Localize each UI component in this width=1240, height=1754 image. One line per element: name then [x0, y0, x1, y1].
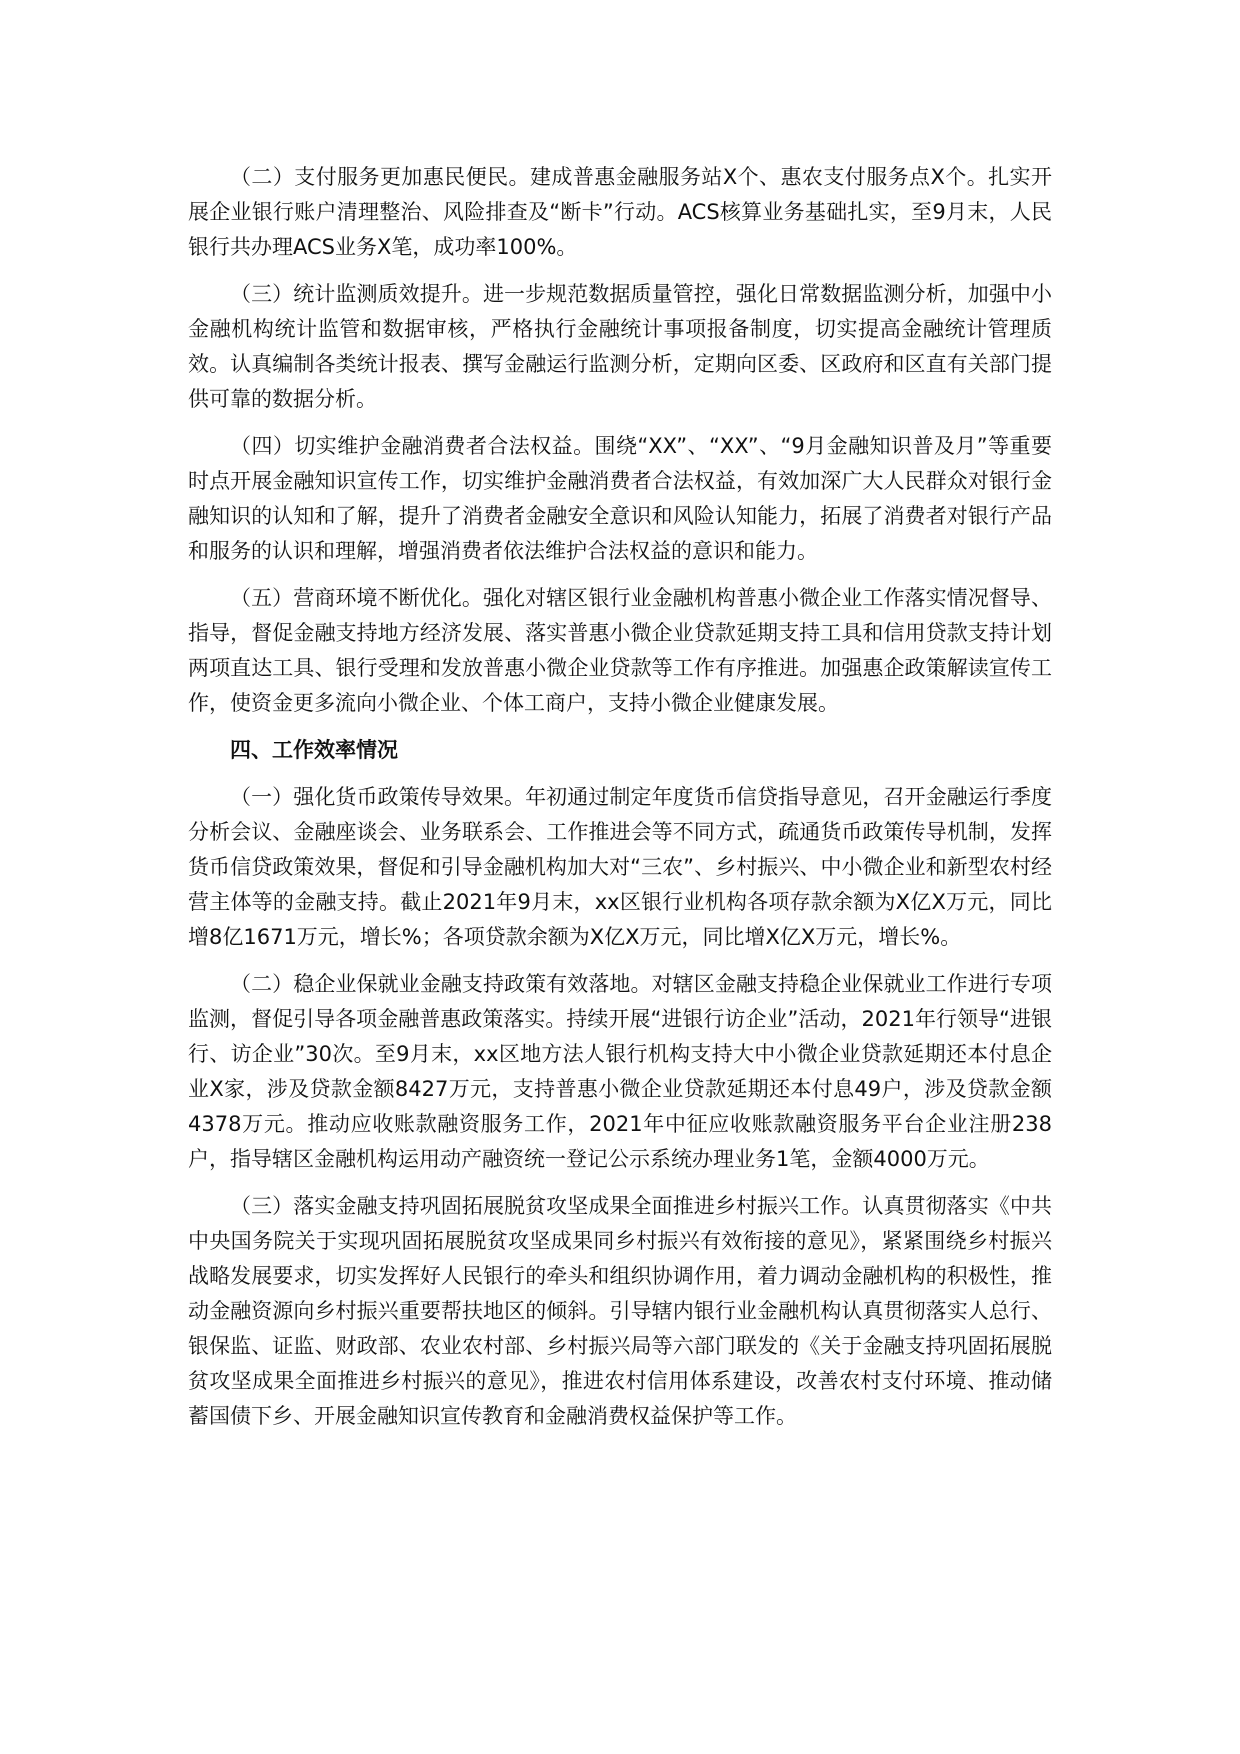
paragraph-statistics-monitoring: （三）统计监测质效提升。进一步规范数据质量管控，强化日常数据监测分析，加强中小金融机构统计监管和数据审核，严格执行金融统计事项报备制度，切实提高金融统计管理质效。认真编制各类统计报表、撰写金融运行监测分析，定期向区委、区政府和区直有关部门提供可靠的数据分析。	[188, 282, 1052, 411]
paragraph-rural-revitalization: （三）落实金融支持巩固拓展脱贫攻坚成果全面推进乡村振兴工作。认真贯彻落实《中共中央国务院关于实现巩固拓展脱贫攻坚成果同乡村振兴有效衔接的意见》，紧紧围绕乡村振兴战略发展要求，切实发挥好人民银行的牵头和组织协调作用，着力调动金融机构的积极性，推动金融资源向乡村振兴重要帮扶地区的倾斜。引导辖内银行业金融机构认真贯彻落实人总行、银保监、证监、财政部、农业农村部、乡村振兴局等六部门联发的《关于金融支持巩固拓展脱贫攻坚成果全面推进乡村振兴的意见》，推进农村信用体系建设，改善农村支付环境、推动储蓄国债下乡、开展金融知识宣传教育和金融消费权益保护等工作。	[188, 1194, 1052, 1428]
section-heading-work-efficiency: 四、工作效率情况	[230, 738, 398, 762]
paragraph-business-environment: （五）营商环境不断优化。强化对辖区银行业金融机构普惠小微企业工作落实情况督导、指导，督促金融支持地方经济发展、落实普惠小微企业贷款延期支持工具和信用贷款支持计划两项直达工具、银行受理和发放普惠小微企业贷款等工作有序推进。加强惠企政策解读宣传工作，使资金更多流向小微企业、个体工商户，支持小微企业健康发展。	[188, 586, 1052, 715]
document-body	[188, 160, 1052, 1446]
paragraph-employment-support: （二）稳企业保就业金融支持政策有效落地。对辖区金融支持稳企业保就业工作进行专项监测，督促引导各项金融普惠政策落实。持续开展“进银行访企业”活动，2021年行领导“进银行、访企业”30次。至9月末，xx区地方法人银行机构支持大中小微企业贷款延期还本付息企业X家，涉及贷款金额8427万元，支持普惠小微企业贷款延期还本付息49户，涉及贷款金额4378万元。推动应收账款融资服务工作，2021年中征应收账款融资服务平台企业注册238户，指导辖区金融机构运用动产融资统一登记公示系统办理业务1笔，金额4000万元。	[188, 972, 1052, 1171]
paragraph-payment-services: （二）支付服务更加惠民便民。建成普惠金融服务站X个、惠农支付服务点X个。扎实开展企业银行账户清理整治、风险排查及“断卡”行动。ACS核算业务基础扎实，至9月末，人民银行共办理ACS业务X笔，成功率100%。	[188, 165, 1052, 259]
paragraph-consumer-rights: （四）切实维护金融消费者合法权益。围绕“XX”、“XX”、“9月金融知识普及月”等重要时点开展金融知识宣传工作，切实维护金融消费者合法权益，有效加深广大人民群众对银行金融知识的认知和了解，提升了消费者金融安全意识和风险认知能力，拓展了消费者对银行产品和服务的认识和理解，增强消费者依法维护合法权益的意识和能力。	[188, 434, 1052, 563]
paragraph-monetary-policy: （一）强化货币政策传导效果。年初通过制定年度货币信贷指导意见，召开金融运行季度分析会议、金融座谈会、业务联系会、工作推进会等不同方式，疏通货币政策传导机制，发挥货币信贷政策效果，督促和引导金融机构加大对“三农”、乡村振兴、中小微企业和新型农村经营主体等的金融支持。截止2021年9月末，xx区银行业机构各项存款余额为X亿X万元，同比增8亿1671万元，增长%；各项贷款余额为X亿X万元，同比增X亿X万元，增长%。	[188, 785, 1052, 949]
